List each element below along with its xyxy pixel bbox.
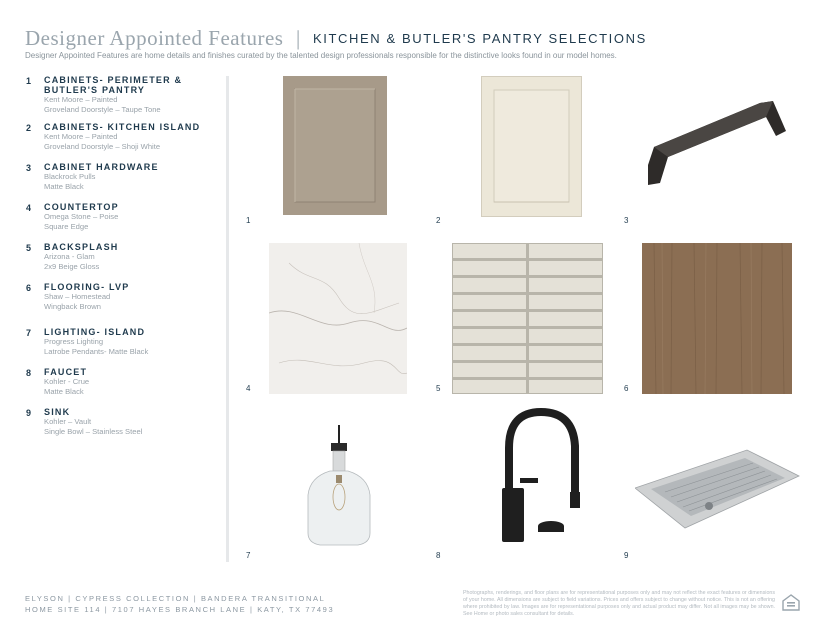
item-number: 4 (26, 203, 32, 213)
item-detail: 2x9 Beige Gloss (44, 262, 100, 271)
item-brand: Kent Moore – Painted (44, 95, 118, 104)
item-number: 2 (26, 123, 32, 133)
swatch-number: 8 (436, 551, 441, 560)
item-name: FLOORING- LVP (44, 282, 130, 292)
selection-item-9 (26, 407, 221, 437)
item-detail: Square Edge (44, 222, 89, 231)
swatch-number: 4 (246, 384, 251, 393)
swatch-sink (635, 448, 800, 534)
swatch-backsplash (452, 243, 603, 394)
item-brand: Blackrock Pulls (44, 172, 96, 181)
item-name: LIGHTING- ISLAND (44, 327, 146, 337)
item-name: COUNTERTOP (44, 202, 119, 212)
item-name: CABINET HARDWARE (44, 162, 159, 172)
item-name: BACKSPLASH (44, 242, 119, 252)
item-brand: Omega Stone – Poise (44, 212, 119, 221)
item-brand: Progress Lighting (44, 337, 104, 346)
section-title: KITCHEN & BUTLER'S PANTRY SELECTIONS (313, 31, 647, 46)
item-brand: Kent Moore – Painted (44, 132, 118, 141)
selection-item-2 (26, 122, 221, 152)
item-name: FAUCET (44, 367, 88, 377)
selection-item-7 (26, 327, 221, 357)
vertical-divider (226, 76, 229, 562)
swatch-number: 3 (624, 216, 629, 225)
item-detail: Matte Black (44, 182, 84, 191)
item-brand: Kohler – Vault (44, 417, 92, 426)
swatch-number: 5 (436, 384, 441, 393)
item-number: 3 (26, 163, 32, 173)
selection-item-6 (26, 282, 221, 312)
swatch-countertop (269, 243, 407, 394)
item-brand: Kohler - Crue (44, 377, 90, 386)
item-number: 9 (26, 408, 32, 418)
page-subtitle: Designer Appointed Features are home details and finishes curated by the talented design professionals responsible for the distinctive looks found in our model homes. (25, 51, 617, 60)
item-number: 5 (26, 243, 32, 253)
equal-housing-icon (782, 594, 800, 611)
item-name: CABINETS- KITCHEN ISLAND (44, 122, 201, 132)
footer-community: ELYSON | CYPRESS COLLECTION | BANDERA TRANSITIONAL (25, 594, 326, 603)
selection-item-8 (26, 367, 221, 397)
item-brand: Shaw – Homestead (44, 292, 111, 301)
item-brand: Arizona - Glam (44, 252, 95, 261)
item-detail: Groveland Doorstyle – Shoji White (44, 142, 161, 151)
swatch-number: 9 (624, 551, 629, 560)
footer-address: HOME SITE 114 | 7107 HAYES BRANCH LANE | KATY, TX 77493 (25, 605, 335, 614)
selection-item-3 (26, 162, 221, 192)
swatch-number: 1 (246, 216, 251, 225)
item-detail: Wingback Brown (44, 302, 101, 311)
title-separator: | (296, 26, 301, 50)
item-detail: Single Bowl – Stainless Steel (44, 427, 143, 436)
item-detail: Matte Black (44, 387, 84, 396)
swatch-number: 6 (624, 384, 629, 393)
selection-item-5 (26, 242, 221, 272)
selection-item-4 (26, 202, 221, 232)
item-detail: Groveland Doorstyle – Taupe Tone (44, 105, 161, 114)
swatch-cabinet-white (481, 76, 582, 217)
item-number: 7 (26, 328, 32, 338)
item-name: CABINETS- PERIMETER & BUTLER'S PANTRY (44, 75, 183, 95)
swatch-pendant-light (300, 425, 378, 550)
swatch-number: 7 (246, 551, 251, 560)
selection-item-1 (26, 75, 221, 115)
legal-disclaimer: Photographs, renderings, and floor plans are for representational purposes only and may not reflect the exact features or dimensions of your home. All dimensions are subject to field variations. Prices and offers subject to change without notice. This is not an offering where prohibited by law. Images are for representational purposes only and actual product may differ. Not all images may be shown. See Home or photo sales consultant for details. (463, 590, 775, 617)
swatch-flooring (642, 243, 792, 394)
swatch-cabinet-taupe (283, 76, 387, 215)
item-name: SINK (44, 407, 71, 417)
swatch-faucet (495, 408, 590, 548)
item-number: 6 (26, 283, 32, 293)
item-number: 8 (26, 368, 32, 378)
swatch-number: 2 (436, 216, 441, 225)
page-title: Designer Appointed Features (25, 26, 284, 50)
swatch-cabinet-pull (640, 95, 790, 190)
item-detail: Latrobe Pendants- Matte Black (44, 347, 149, 356)
item-number: 1 (26, 76, 32, 86)
